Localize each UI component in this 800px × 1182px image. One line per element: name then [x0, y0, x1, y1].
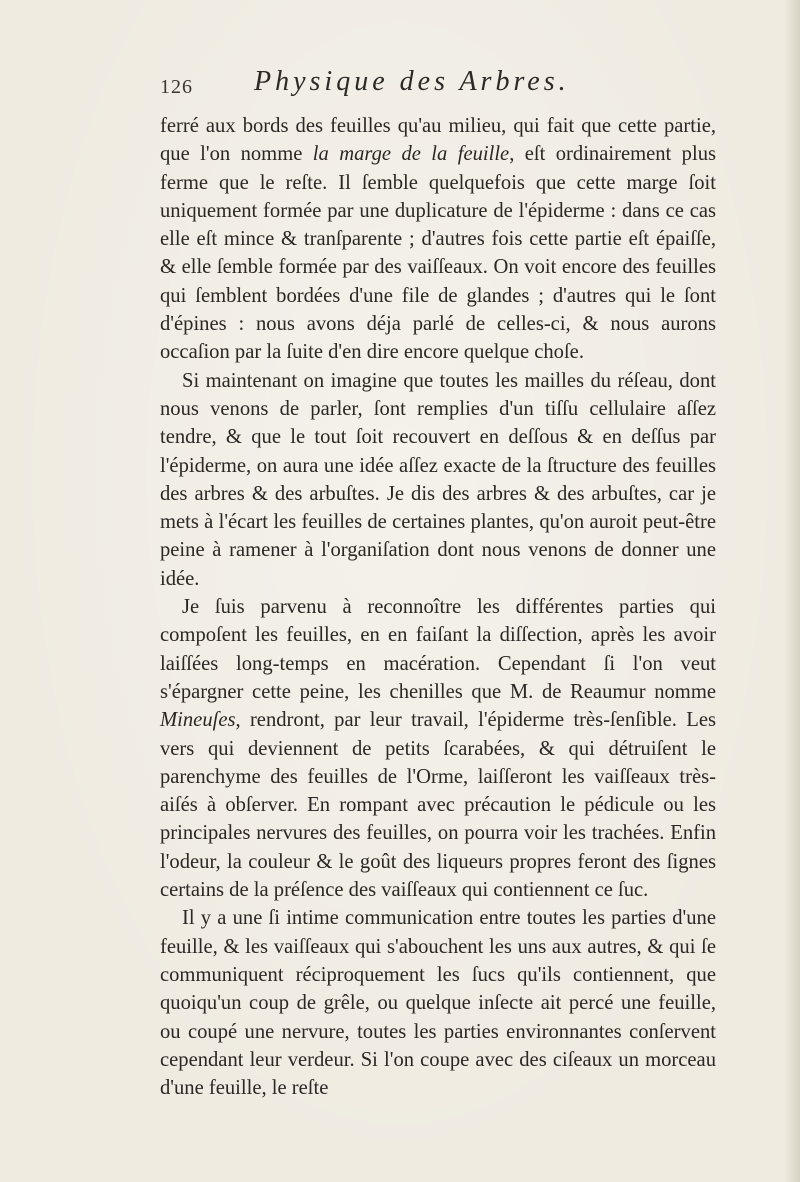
paragraph-3-text-a: Je ſuis parvenu à reconnoître les différentes parties qui compoſent les feuilles, en en faiſant la diſſection, après les avoir laiſſées long-temps en macération. Cependant ſi l'on veut s'épargner cette peine, les chenilles que M. de Reaumur nomme	[160, 596, 716, 703]
paragraph-3-italic-term: Mineuſes	[160, 709, 236, 732]
paragraph-1-text-a: ferré aux bords des feuilles qu'au milieu, qui fait que cette partie, que l'on nomme	[160, 115, 716, 166]
paragraph-1-text-b: , eſt ordinairement plus ferme que le reſte. Il ſemble quelquefois que cette marge ſoit uniquement formée par une duplicature de l'épiderme : dans ce cas elle eſt mince & tranſparente ; d'autres fois cette partie eſt épaiſſe, & elle ſemble formée par des vaiſſeaux. On voit encore des feuilles qui ſemblent bordées d'une file de glandes ; d'autres qui le ſont d'épines : nous avons déja parlé de celles-ci, & nous aurons occaſion par la ſuite d'en dire encore quelque choſe.	[160, 143, 717, 364]
page-number: 126	[160, 76, 193, 98]
paragraph-4-text: Il y a une ſi intime communication entre toutes les parties d'une feuille, & les vaiſſeaux qui s'abouchent les uns aux autres, & qui ſe communiquent réciproquement les ſucs qu'ils contiennent, que quoiqu'un coup de grêle, ou quelque inſecte ait percé une feuille, ou coupé une nervure, toutes les parties environnantes conſervent cependant leur verdeur. Si l'on coupe avec des ciſeaux un morceau d'une feuille, le reſte	[160, 907, 716, 1100]
paragraph-2	[160, 367, 716, 593]
paragraph-4	[160, 904, 716, 1102]
body-text	[160, 112, 716, 1102]
paragraph-3	[160, 593, 716, 904]
page-header	[160, 66, 720, 106]
paragraph-3-text-b: , rendront, par leur travail, l'épiderme très-ſenſible. Les vers qui deviennent de petits ſcarabées, & qui détruiſent le parenchyme des feuilles de l'Orme, laiſſeront les vaiſſeaux très-aiſés à obſerver. En rompant avec précaution le pédicule ou les principales nervures des feuilles, on pourra voir les trachées. Enfin l'odeur, la couleur & le goût des liqueurs propres feront des ſignes certains de la préſence des vaiſſeaux qui contiennent ce ſuc.	[160, 709, 716, 902]
page-edge-shadow	[784, 0, 800, 1182]
running-head: Physique des Arbres.	[254, 66, 570, 97]
paragraph-1-italic-term: la marge de la feuille	[312, 143, 510, 166]
paragraph-1	[160, 112, 716, 367]
paragraph-2-text: Si maintenant on imagine que toutes les mailles du réſeau, dont nous venons de parler, ſont remplies d'un tiſſu cellulaire aſſez tendre, & que le tout ſoit recouvert en deſſous & en deſſus par l'épiderme, on aura une idée aſſez exacte de la ſtructure des feuilles des arbres & des arbuſtes. Je dis des arbres & des arbuſtes, car je mets à l'écart les feuilles de certaines plantes, qu'on auroit peut-être peine à ramener à l'organiſation dont nous venons de donner une idée.	[160, 369, 716, 590]
